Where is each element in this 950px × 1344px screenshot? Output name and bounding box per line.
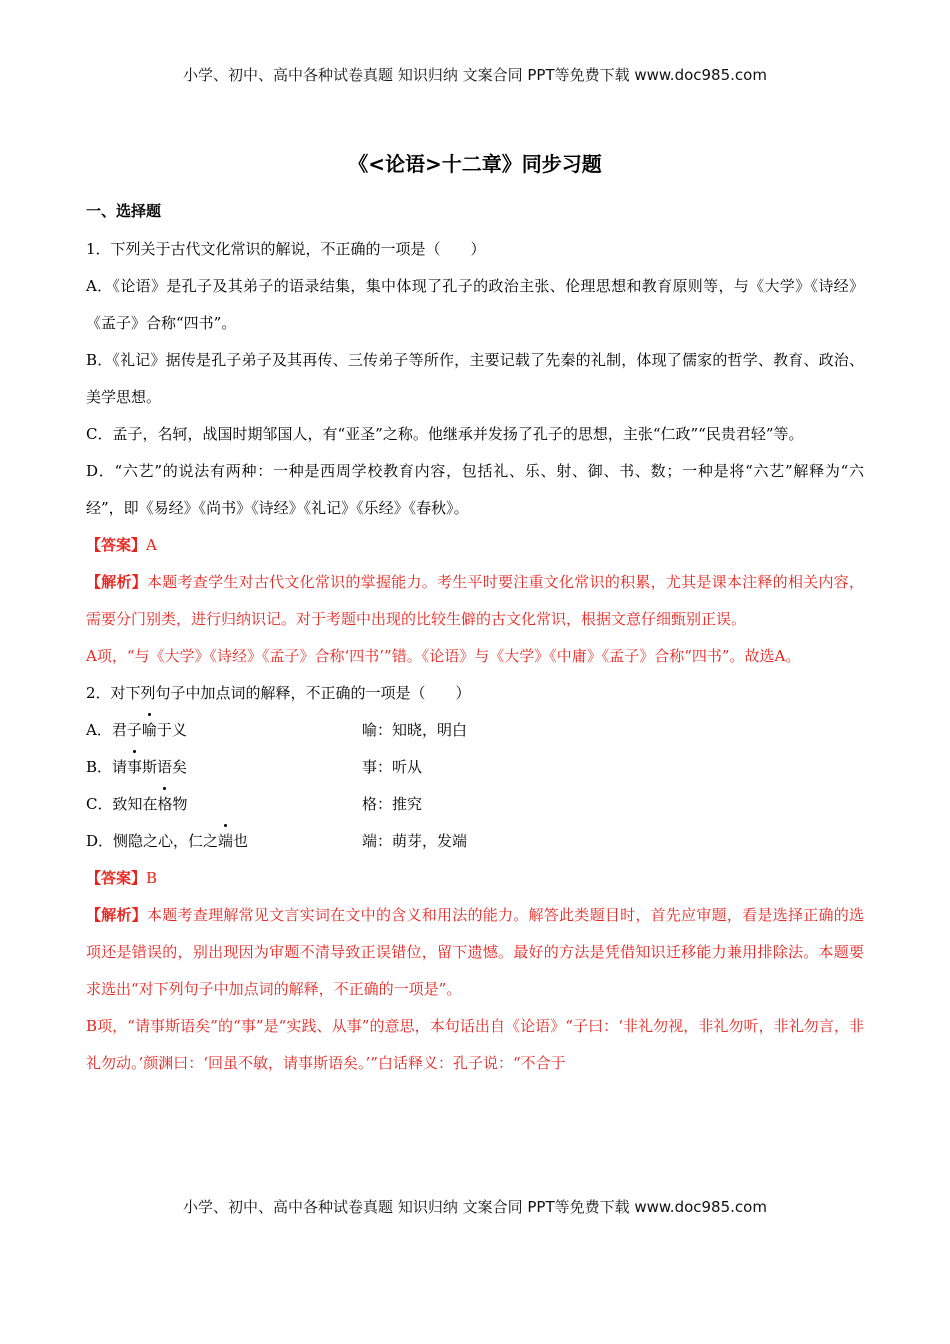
question-1-option-c: C．孟子，名轲，战国时期邹国人，有“亚圣”之称。他继承并发扬了孔子的思想，主张“仁政”“民贵君轻”等。 bbox=[86, 425, 804, 443]
option-gloss: 事：听从 bbox=[362, 758, 423, 776]
option-sentence: C．致知在格物 bbox=[86, 786, 362, 823]
question-1-analysis-detail: A项，“与《大学》《诗经》《孟子》合称‘四书’”错。《论语》与《大学》《中庸》《孟子》合称“四书”。故选A。 bbox=[86, 647, 801, 665]
dotted-word: 事 bbox=[127, 749, 142, 786]
analysis-text: 本题考查理解常见文言实词在文中的含义和用法的能力。解答此类题目时，首先应审题，看是选择正确的选项还是错误的，别出现因为审题不清导致正误错位，留下遗憾。最好的方法是凭借知识迁移能力兼用排除法。本题要求选出“对下列句子中加点词的解释，不正确的一项是”。 bbox=[86, 906, 864, 998]
dotted-word: 格 bbox=[157, 786, 172, 823]
question-2-answer bbox=[86, 860, 864, 897]
question-2-analysis-detail: B项，“请事斯语矣”的“事”是“实践、从事”的意思，本句话出自《论语》“子曰：‘非礼勿视，非礼勿听，非礼勿言，非礼勿动。’颜渊曰：‘回虽不敏，请事斯语矣。’”白话释义：孔子说：“不合于 bbox=[86, 1017, 864, 1072]
question-1-option-a: A．《论语》是孔子及其弟子的语录结集，集中体现了孔子的政治主张、伦理思想和教育原则等，与《大学》《诗经》《孟子》合称“四书”。 bbox=[86, 277, 864, 332]
answer-label: 【答案】 bbox=[86, 869, 147, 887]
question-1-option-d: D．“六艺”的说法有两种：一种是西周学校教育内容，包括礼、乐、射、御、书、数；一种是将“六艺”解释为“六经”，即《易经》《尚书》《诗经》《礼记》《乐经》《春秋》。 bbox=[86, 462, 864, 517]
document-body bbox=[86, 200, 864, 1082]
question-2-analysis bbox=[86, 897, 864, 1008]
question-2-stem: 2．对下列句子中加点词的解释，不正确的一项是（ ） bbox=[86, 684, 471, 702]
analysis-text: 本题考查学生对古代文化常识的掌握能力。考生平时要注重文化常识的积累，尤其是课本注释的相关内容，需要分门别类，进行归纳识记。对于考题中出现的比较生僻的古文化常识，根据文意仔细甄别正误。 bbox=[86, 573, 864, 628]
option-sentence: A．君子喻于义 bbox=[86, 712, 362, 749]
page-header: 小学、初中、高中各种试卷真题 知识归纳 文案合同 PPT等免费下载 www.doc985.com bbox=[183, 66, 767, 84]
question-1-stem: 1．下列关于古代文化常识的解说，不正确的一项是（ ） bbox=[86, 240, 486, 258]
question-1-analysis bbox=[86, 564, 864, 638]
section-heading: 一、选择题 bbox=[86, 202, 162, 220]
question-1-answer bbox=[86, 527, 864, 564]
question-1-option-b: B．《礼记》据传是孔子弟子及其再传、三传弟子等所作，主要记载了先秦的礼制，体现了儒家的哲学、教育、政治、美学思想。 bbox=[86, 351, 864, 406]
question-2-option bbox=[86, 786, 864, 823]
answer-value: B bbox=[146, 869, 158, 887]
analysis-label: 【解析】 bbox=[86, 906, 148, 924]
question-2-option bbox=[86, 823, 864, 860]
analysis-label: 【解析】 bbox=[86, 573, 148, 591]
answer-value: A bbox=[146, 536, 157, 554]
option-gloss: 端：萌芽，发端 bbox=[362, 832, 468, 850]
question-2-option bbox=[86, 749, 864, 786]
answer-label: 【答案】 bbox=[86, 536, 147, 554]
dotted-word: 端 bbox=[218, 823, 233, 860]
option-sentence: B．请事斯语矣 bbox=[86, 749, 362, 786]
question-2-option bbox=[86, 712, 864, 749]
page-footer: 小学、初中、高中各种试卷真题 知识归纳 文案合同 PPT等免费下载 www.doc985.com bbox=[183, 1198, 767, 1216]
page-title: 《<论语>十二章》同步习题 bbox=[348, 152, 602, 176]
dotted-word: 喻 bbox=[142, 712, 157, 749]
option-gloss: 格：推究 bbox=[362, 795, 423, 813]
option-sentence: D．恻隐之心，仁之端也 bbox=[86, 823, 362, 860]
option-gloss: 喻：知晓，明白 bbox=[362, 721, 468, 739]
